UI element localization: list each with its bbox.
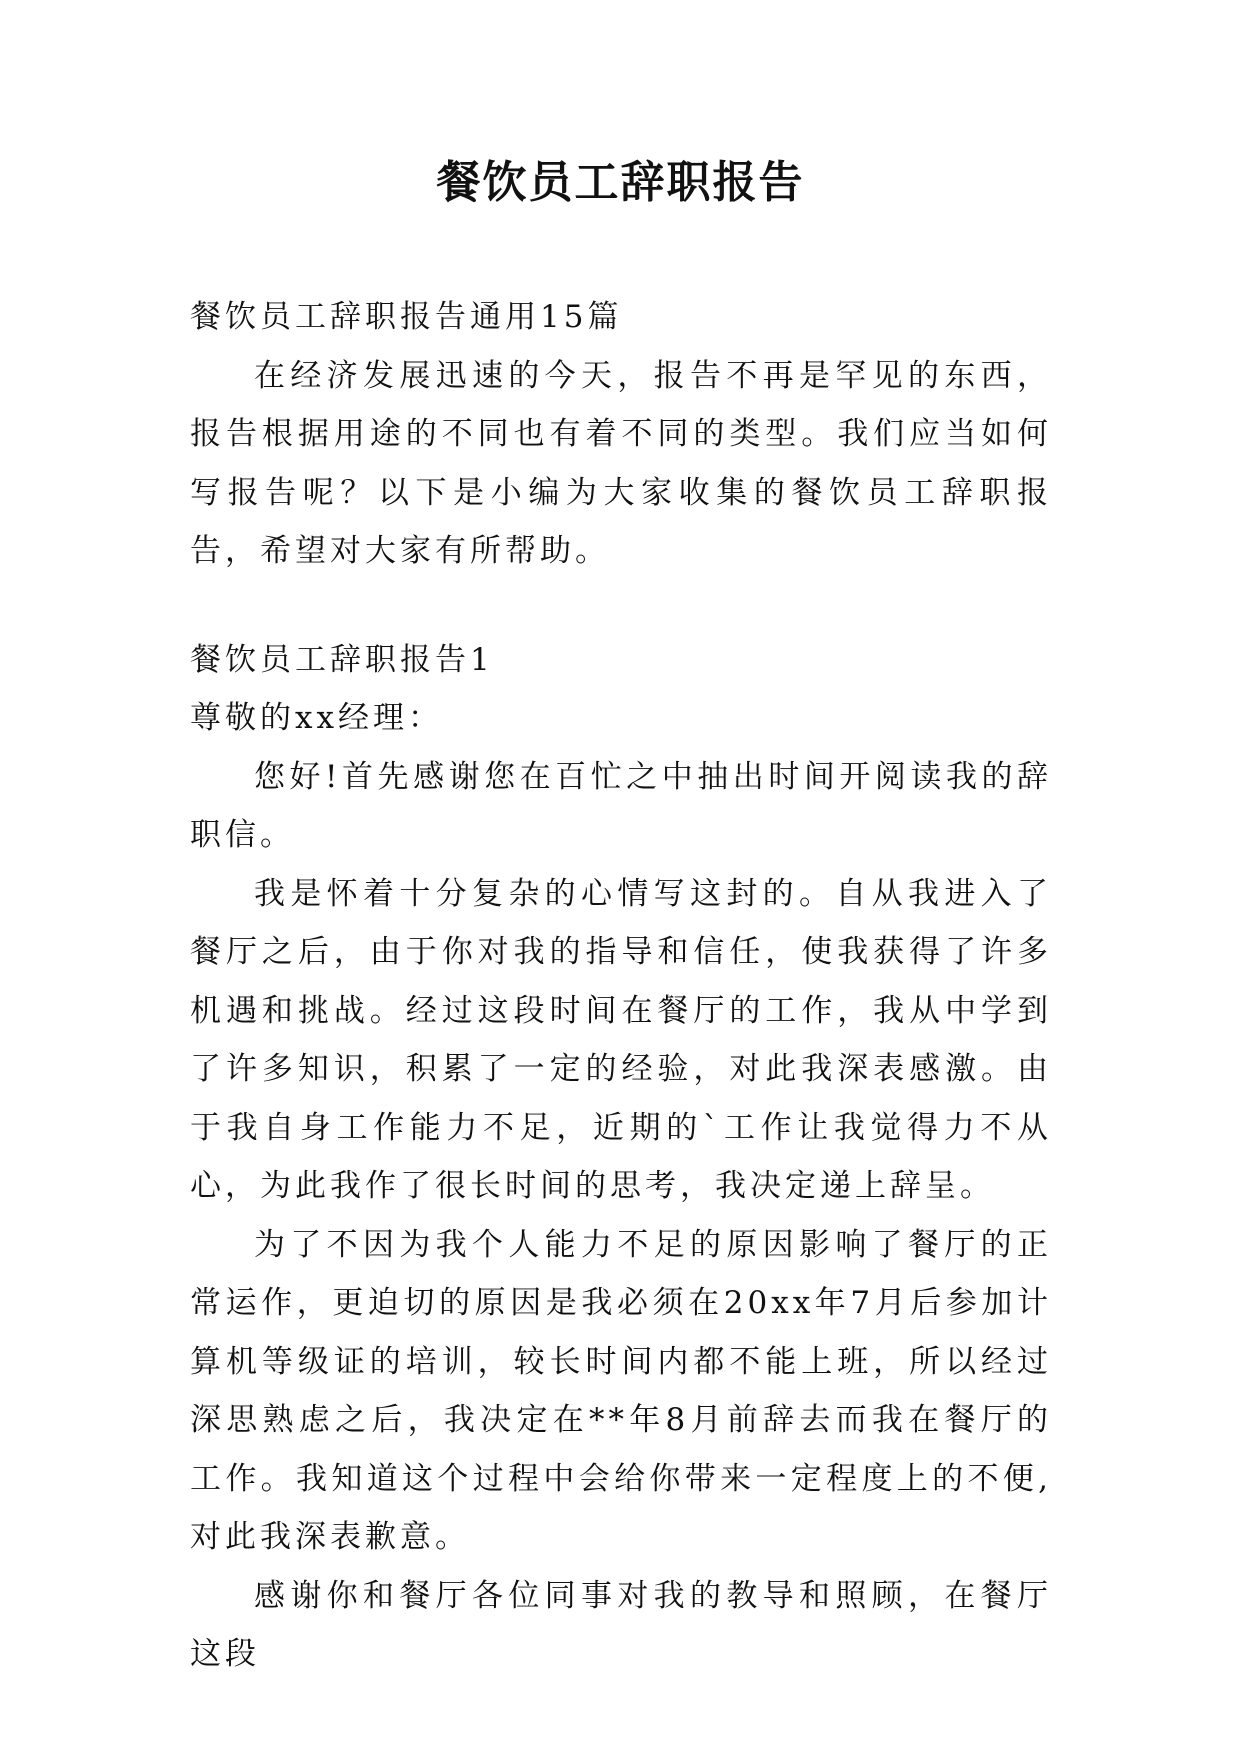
document-body bbox=[190, 288, 1052, 1684]
body-paragraph: 感谢你和餐厅各位同事对我的教导和照顾，在餐厅这段 bbox=[190, 1577, 1052, 1672]
body-paragraph: 您好!首先感谢您在百忙之中抽出时间开阅读我的辞职信。 bbox=[190, 758, 1052, 853]
body-paragraph: 为了不因为我个人能力不足的原因影响了餐厅的正常运作，更迫切的原因是我必须在20xx年7月后参加计算机等级证的培训，较长时间内都不能上班，所以经过深思熟虑之后，我决定在**年8月前辞去而我在餐厅的工作。我知道这个过程中会给你带来一定程度上的不便,对此我深表歉意。 bbox=[190, 1226, 1052, 1555]
intro-paragraph: 在经济发展迅速的今天，报告不再是罕见的东西，报告根据用途的不同也有着不同的类型。我们应当如何写报告呢？以下是小编为大家收集的餐饮员工辞职报告，希望对大家有所帮助。 bbox=[190, 357, 1052, 569]
body-paragraph: 我是怀着十分复杂的心情写这封的。自从我进入了餐厅之后，由于你对我的指导和信任，使我获得了许多机遇和挑战。经过这段时间在餐厅的工作，我从中学到了许多知识，积累了一定的经验，对此我深表感激。由于我自身工作能力不足，近期的`工作让我觉得力不从心，为此我作了很长时间的思考，我决定递上辞呈。 bbox=[190, 875, 1052, 1204]
section-spacer bbox=[190, 581, 1052, 631]
letter-salutation: 尊敬的xx经理： bbox=[190, 700, 443, 736]
document-title: 餐饮员工辞职报告 bbox=[436, 157, 805, 208]
document-subtitle: 餐饮员工辞职报告通用15篇 bbox=[190, 299, 623, 335]
section-heading: 餐饮员工辞职报告1 bbox=[190, 641, 494, 678]
